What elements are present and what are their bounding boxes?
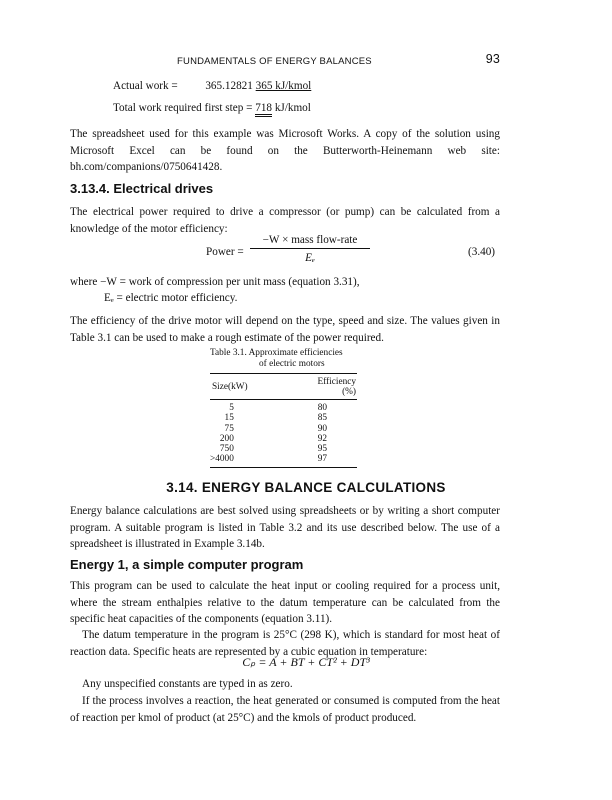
size-cell: 15 bbox=[224, 413, 234, 424]
size-cell: 5 bbox=[229, 403, 234, 413]
motor-efficiency-table bbox=[210, 373, 357, 468]
section-3-14-heading: 3.14. ENERGY BALANCE CALCULATIONS bbox=[166, 480, 446, 495]
size-cell: 200 bbox=[219, 433, 234, 444]
table-caption-line-1: Table 3.1. Approximate efficiencies bbox=[210, 348, 343, 358]
column-header-efficiency: Efficiency (%) bbox=[313, 374, 357, 400]
size-cell: 750 bbox=[219, 444, 234, 455]
efficiency-cell: 80 bbox=[317, 403, 327, 413]
total-work-value: 718 bbox=[255, 103, 272, 117]
where-line-2: Eₑ = electric motor efficiency. bbox=[104, 292, 238, 304]
page-number: 93 bbox=[485, 52, 500, 66]
table-row bbox=[210, 444, 357, 454]
cp-equation: Cₚ = A + BT + CT² + DT³ bbox=[242, 655, 370, 669]
actual-work-line bbox=[113, 80, 311, 92]
actual-work-rounded: 365 kJ/kmol bbox=[255, 80, 312, 92]
efficiency-paragraph: The efficiency of the drive motor will depend on the type, speed and size. The values given in Table 3.1 can be used to make a rough estimate of the power required. bbox=[70, 315, 500, 344]
energy1-paragraph-2: The datum temperature in the program is 25°C (298 K), which is standard for most heat of reaction data. Specific heats are represented by a cubic equation in temperature: bbox=[70, 629, 500, 658]
power-equation-numerator: −W × mass flow-rate bbox=[250, 234, 370, 249]
total-work-line bbox=[113, 102, 311, 117]
table-row bbox=[210, 424, 357, 434]
efficiency-cell: 85 bbox=[317, 413, 327, 424]
power-equation-denominator: Eₑ bbox=[305, 252, 315, 264]
size-cell: 75 bbox=[224, 423, 234, 434]
table-row bbox=[210, 454, 357, 467]
actual-work-value: 365.12821 bbox=[205, 80, 253, 92]
table-row bbox=[210, 413, 357, 423]
efficiency-cell: 92 bbox=[317, 433, 327, 444]
efficiency-cell: 90 bbox=[317, 423, 327, 434]
size-cell: >4000 bbox=[210, 454, 313, 467]
table-3-1-caption bbox=[210, 348, 370, 370]
total-work-label: Total work required first step = bbox=[113, 102, 253, 114]
running-title: FUNDAMENTALS OF ENERGY BALANCES bbox=[177, 56, 372, 67]
where-line-1: where −W = work of compression per unit mass (equation 3.31), bbox=[70, 276, 360, 288]
energy-balance-paragraph: Energy balance calculations are best solved using spreadsheets or by writing a short computer program. A suitable program is listed in Table 3.2 and its use described below. The use of a spreadsheet is illustrated in Example 3.14b. bbox=[70, 505, 500, 550]
table-caption-line-2: of electric motors bbox=[259, 359, 325, 369]
energy1-paragraph-1: This program can be used to calculate the heat input or cooling required for a process unit, where the stream enthalpies relative to the datum temperature can be calculated from the specific heat capacities of the components (equation 3.11). bbox=[70, 580, 500, 625]
section-3-13-4-heading: 3.13.4. Electrical drives bbox=[70, 181, 214, 196]
total-work-unit: kJ/kmol bbox=[274, 102, 311, 114]
efficiency-cell: 97 bbox=[313, 454, 357, 467]
energy1-heading: Energy 1, a simple computer program bbox=[70, 557, 304, 572]
equation-number-3-40: (3.40) bbox=[468, 246, 496, 258]
column-header-size: Size(kW) bbox=[210, 374, 313, 400]
table-row bbox=[210, 434, 357, 444]
table-row bbox=[210, 400, 357, 414]
energy1-paragraph-3: Any unspecified constants are typed in as zero. bbox=[82, 678, 293, 690]
spreadsheet-paragraph: The spreadsheet used for this example was Microsoft Works. A copy of the solution using Microsoft Excel can be found on the Butterworth-Heinemann web site: bh.com/companions/0750641428. bbox=[70, 128, 500, 173]
power-equation-lhs: Power = bbox=[206, 246, 244, 258]
energy1-paragraph-4: If the process involves a reaction, the heat generated or consumed is computed from the heat of reaction per kmol of product (at 25°C) and the kmols of product produced. bbox=[70, 695, 500, 724]
efficiency-cell: 95 bbox=[317, 444, 327, 455]
actual-work-label: Actual work = bbox=[113, 80, 178, 92]
electrical-intro-paragraph: The electrical power required to drive a compressor (or pump) can be calculated from a knowledge of the motor efficiency: bbox=[70, 206, 500, 235]
power-equation-fraction bbox=[250, 234, 370, 264]
table-header-row bbox=[210, 374, 357, 400]
